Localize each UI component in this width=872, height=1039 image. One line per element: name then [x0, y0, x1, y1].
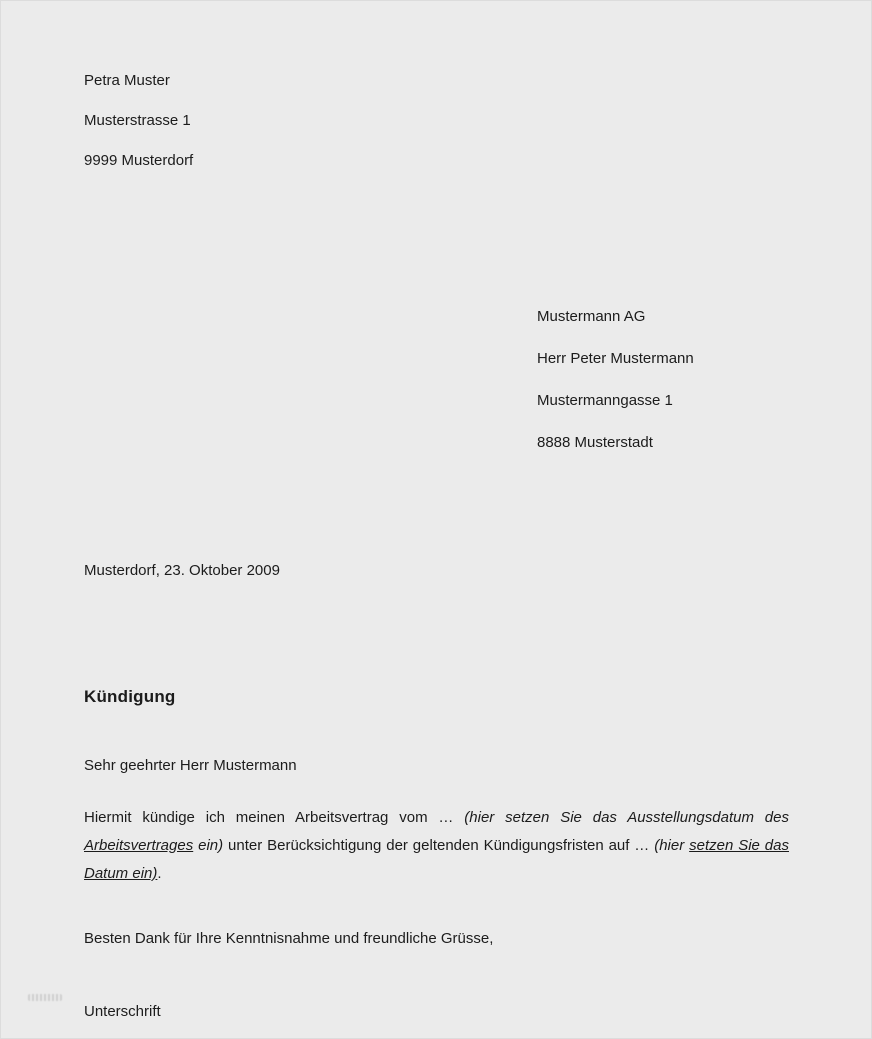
- recipient-street: Mustermanngasse 1: [537, 392, 673, 409]
- recipient-name: Herr Peter Mustermann: [537, 350, 694, 367]
- body-segment-placeholder-underlined: Arbeitsvertrages: [84, 837, 194, 854]
- body-segment-placeholder: (hier: [654, 837, 690, 854]
- body-segment: .: [157, 865, 162, 882]
- body-segment: Hiermit kündige ich meinen Arbeitsvertrag vom …: [84, 809, 465, 826]
- sender-city: 9999 Musterdorf: [84, 152, 194, 169]
- subject-heading: Kündigung: [84, 687, 176, 706]
- recipient-company: Mustermann AG: [537, 308, 646, 325]
- body-segment-placeholder-underlined: setzen Sie das Datum ein): [84, 837, 789, 882]
- date-line: Musterdorf, 23. Oktober 2009: [84, 562, 280, 579]
- sender-address: [84, 51, 789, 191]
- sender-name: Petra Muster: [84, 72, 170, 89]
- signature-label: Unterschrift: [84, 1003, 161, 1020]
- closing-line: Besten Dank für Ihre Kenntnisnahme und freundliche Grüsse,: [84, 930, 494, 947]
- sender-street: Musterstrasse 1: [84, 112, 191, 129]
- body-paragraph: [84, 804, 789, 888]
- salutation: Sehr geehrter Herr Mustermann: [84, 757, 297, 774]
- body-segment: unter Berücksichtigung der geltenden Kündigungsfristen auf …: [223, 837, 655, 854]
- recipient-city: 8888 Musterstadt: [537, 434, 653, 451]
- recipient-address: [537, 285, 789, 474]
- watermark: [28, 994, 62, 1001]
- body-segment-placeholder: (hier setzen Sie das Ausstellungsdatum des: [464, 809, 789, 826]
- body-segment-placeholder: ein): [193, 837, 224, 854]
